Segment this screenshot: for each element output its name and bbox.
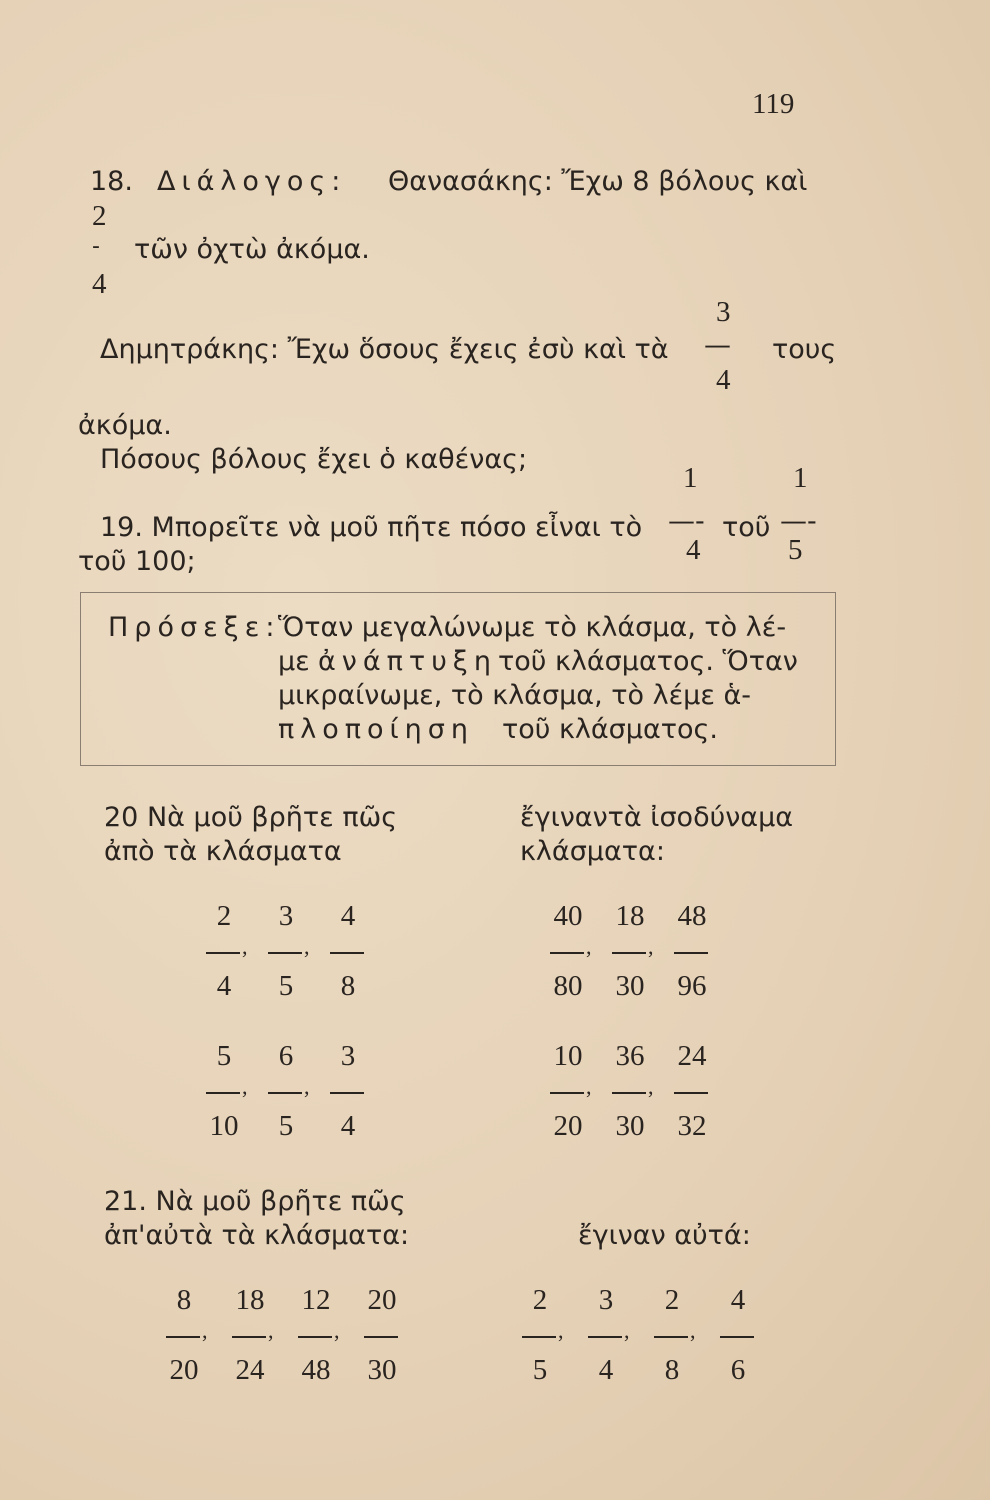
ex21-left-row-numerator-1: 8 bbox=[176, 1284, 192, 1316]
ex20-right-row1-denominator-2: 30 bbox=[615, 970, 645, 1002]
ex21-right-row-fraction-bar-3 bbox=[654, 1336, 688, 1338]
ex20-right-row2-fraction-bar-3 bbox=[674, 1092, 708, 1094]
note-term-expansion: ἀνάπτυξη bbox=[318, 646, 497, 677]
exercise-18-line-3-denominator: 4 bbox=[716, 364, 731, 396]
ex20-right-row1-fraction-bar-3 bbox=[674, 952, 708, 954]
exercise-19-of: τοῦ bbox=[722, 512, 771, 543]
ex20-left-row1-fraction-bar-2 bbox=[268, 952, 302, 954]
ex20-left-row2-fraction-bar-2 bbox=[268, 1092, 302, 1094]
ex20-right-row2-numerator-1: 10 bbox=[553, 1040, 583, 1072]
ex21-left-row-numerator-4: 20 bbox=[367, 1284, 397, 1316]
ex20-right-row2-denominator-2: 30 bbox=[615, 1110, 645, 1142]
ex21-left-row-comma-1: , bbox=[202, 1318, 208, 1343]
ex20-left-row2-comma-2: , bbox=[304, 1074, 310, 1099]
exercise-19-text: 19. Μπορεῖτε νὰ μοῦ πῆτε πόσο εἶναι τὸ bbox=[100, 512, 643, 543]
ex21-right-row-comma-1: , bbox=[558, 1318, 564, 1343]
ex20-right-row2-numerator-2: 36 bbox=[615, 1040, 645, 1072]
ex20-left-row1-numerator-1: 2 bbox=[216, 900, 232, 932]
exercise-19-bar-2: —- bbox=[780, 506, 817, 537]
exercise-20-left-line-1: 20 Νὰ μοῦ βρῆτε πῶς bbox=[104, 802, 398, 833]
ex21-right-row-comma-2: , bbox=[624, 1318, 630, 1343]
ex21-right-row-denominator-4: 6 bbox=[730, 1354, 746, 1386]
note-line-4b: τοῦ κλάσματος. bbox=[502, 714, 718, 745]
exercise-18-title: Διάλογος: bbox=[157, 166, 347, 197]
ex20-left-row1-comma-1: , bbox=[242, 934, 248, 959]
ex20-left-row2-numerator-3: 3 bbox=[340, 1040, 356, 1072]
ex20-left-row2-denominator-3: 4 bbox=[340, 1110, 356, 1142]
exercise-19-bar-1: —- bbox=[668, 506, 705, 537]
ex21-right-row-comma-3: , bbox=[690, 1318, 696, 1343]
exercise-21-left-line-1: 21. Νὰ μοῦ βρῆτε πῶς bbox=[104, 1186, 406, 1217]
exercise-18-fraction-denominator: 4 bbox=[92, 268, 107, 300]
ex20-right-row1-numerator-2: 18 bbox=[615, 900, 645, 932]
ex20-left-row1-denominator-3: 8 bbox=[340, 970, 356, 1002]
ex21-left-row-fraction-bar-4 bbox=[364, 1336, 398, 1338]
exercise-21-left-line-2: ἀπ'αὐτὰ τὰ κλάσματα: bbox=[104, 1220, 410, 1251]
note-line-3: μικραίνωμε, τὸ κλάσμα, τὸ λέμε ἁ- bbox=[278, 680, 752, 711]
ex21-left-row-fraction-bar-1 bbox=[166, 1336, 200, 1338]
exercise-19-numerator-2: 1 bbox=[793, 462, 808, 494]
ex20-left-row1-denominator-2: 5 bbox=[278, 970, 294, 1002]
note-line-1: Ὅταν μεγαλώνωμε τὸ κλάσμα, τὸ λέ- bbox=[278, 612, 787, 643]
ex21-right-row-denominator-2: 4 bbox=[598, 1354, 614, 1386]
ex21-right-row-fraction-bar-4 bbox=[720, 1336, 754, 1338]
ex20-left-row1-comma-2: , bbox=[304, 934, 310, 959]
ex20-right-row1-denominator-3: 96 bbox=[677, 970, 707, 1002]
ex20-left-row2-numerator-2: 6 bbox=[278, 1040, 294, 1072]
ex21-left-row-comma-2: , bbox=[268, 1318, 274, 1343]
exercise-18-fraction-bar: - bbox=[92, 234, 100, 259]
note-line-2c: τοῦ κλάσματος. Ὅταν bbox=[498, 646, 798, 677]
ex20-left-row1-fraction-bar-1 bbox=[206, 952, 240, 954]
ex21-left-row-numerator-3: 12 bbox=[301, 1284, 331, 1316]
ex20-right-row2-denominator-3: 32 bbox=[677, 1110, 707, 1142]
ex20-left-row1-numerator-3: 4 bbox=[340, 900, 356, 932]
ex20-right-row2-denominator-1: 20 bbox=[553, 1110, 583, 1142]
ex20-right-row2-comma-1: , bbox=[586, 1074, 592, 1099]
ex21-right-row-denominator-1: 5 bbox=[532, 1354, 548, 1386]
ex20-right-row1-fraction-bar-1 bbox=[550, 952, 584, 954]
ex20-left-row1-fraction-bar-3 bbox=[330, 952, 364, 954]
ex21-right-row-fraction-bar-2 bbox=[588, 1336, 622, 1338]
ex20-left-row1-numerator-2: 3 bbox=[278, 900, 294, 932]
exercise-19-numerator-1: 1 bbox=[683, 462, 698, 494]
exercise-20-right-line-2: κλάσματα: bbox=[520, 836, 665, 867]
ex20-left-row2-fraction-bar-1 bbox=[206, 1092, 240, 1094]
ex20-right-row1-comma-1: , bbox=[586, 934, 592, 959]
page-number: 119 bbox=[752, 88, 795, 120]
ex21-right-row-numerator-1: 2 bbox=[532, 1284, 548, 1316]
ex20-left-row2-denominator-1: 10 bbox=[209, 1110, 239, 1142]
ex20-right-row1-numerator-3: 48 bbox=[677, 900, 707, 932]
ex21-left-row-comma-3: , bbox=[334, 1318, 340, 1343]
note-line-2a: με bbox=[278, 646, 310, 677]
ex21-right-row-numerator-4: 4 bbox=[730, 1284, 746, 1316]
ex21-left-row-fraction-bar-2 bbox=[232, 1336, 266, 1338]
ex20-left-row1-denominator-1: 4 bbox=[216, 970, 232, 1002]
exercise-18-line-4: ἀκόμα. bbox=[78, 410, 172, 441]
ex20-right-row2-numerator-3: 24 bbox=[677, 1040, 707, 1072]
ex20-right-row1-fraction-bar-2 bbox=[612, 952, 646, 954]
ex20-right-row1-comma-2: , bbox=[648, 934, 654, 959]
ex21-right-row-denominator-3: 8 bbox=[664, 1354, 680, 1386]
exercise-20-left-line-2: ἀπὸ τὰ κλάσματα bbox=[104, 836, 342, 867]
ex20-right-row2-fraction-bar-1 bbox=[550, 1092, 584, 1094]
ex21-left-row-numerator-2: 18 bbox=[235, 1284, 265, 1316]
ex21-right-row-numerator-2: 3 bbox=[598, 1284, 614, 1316]
ex21-left-row-denominator-4: 30 bbox=[367, 1354, 397, 1386]
ex20-right-row2-comma-2: , bbox=[648, 1074, 654, 1099]
exercise-18-line-2: τῶν ὀχτὼ ἀκόμα. bbox=[134, 234, 370, 265]
ex21-right-row-numerator-3: 2 bbox=[664, 1284, 680, 1316]
exercise-19-denominator-1: 4 bbox=[686, 534, 701, 566]
exercise-18-fraction-numerator: 2 bbox=[92, 200, 107, 232]
note-label: Πρόσεξε: bbox=[108, 612, 281, 643]
ex21-right-row-fraction-bar-1 bbox=[522, 1336, 556, 1338]
ex20-left-row2-comma-1: , bbox=[242, 1074, 248, 1099]
exercise-19-denominator-2: 5 bbox=[788, 534, 803, 566]
ex20-right-row2-fraction-bar-2 bbox=[612, 1092, 646, 1094]
ex21-left-row-fraction-bar-3 bbox=[298, 1336, 332, 1338]
ex21-left-row-denominator-2: 24 bbox=[235, 1354, 265, 1386]
exercise-21-right-line-1: ἔγιναν αὐτά: bbox=[578, 1220, 751, 1251]
exercise-20-right-line-1: ἔγιναντὰ ἰσοδύναμα bbox=[520, 802, 794, 833]
exercise-18-number: 18. bbox=[90, 166, 133, 197]
exercise-18-line-3-numerator: 3 bbox=[716, 296, 731, 328]
ex20-left-row2-numerator-1: 5 bbox=[216, 1040, 232, 1072]
exercise-19-line-2: τοῦ 100; bbox=[78, 546, 196, 577]
exercise-18-line-3-end: τους bbox=[772, 334, 837, 365]
exercise-18-line-3: Δημητράκης: Ἔχω ὅσους ἔχεις ἐσὺ καὶ τὰ bbox=[100, 334, 669, 365]
exercise-18-line-1: Θανασάκης: Ἔχω 8 βόλους καὶ bbox=[388, 166, 808, 197]
exercise-18-line-3-bar: — bbox=[704, 330, 731, 361]
ex20-left-row2-denominator-2: 5 bbox=[278, 1110, 294, 1142]
ex21-left-row-denominator-3: 48 bbox=[301, 1354, 331, 1386]
ex20-right-row1-denominator-1: 80 bbox=[553, 970, 583, 1002]
exercise-18-line-5: Πόσους βόλους ἔχει ὁ καθένας; bbox=[100, 444, 528, 475]
ex20-right-row1-numerator-1: 40 bbox=[553, 900, 583, 932]
ex21-left-row-denominator-1: 20 bbox=[169, 1354, 199, 1386]
note-term-simplification: πλοποίηση bbox=[278, 714, 475, 745]
ex20-left-row2-fraction-bar-3 bbox=[330, 1092, 364, 1094]
